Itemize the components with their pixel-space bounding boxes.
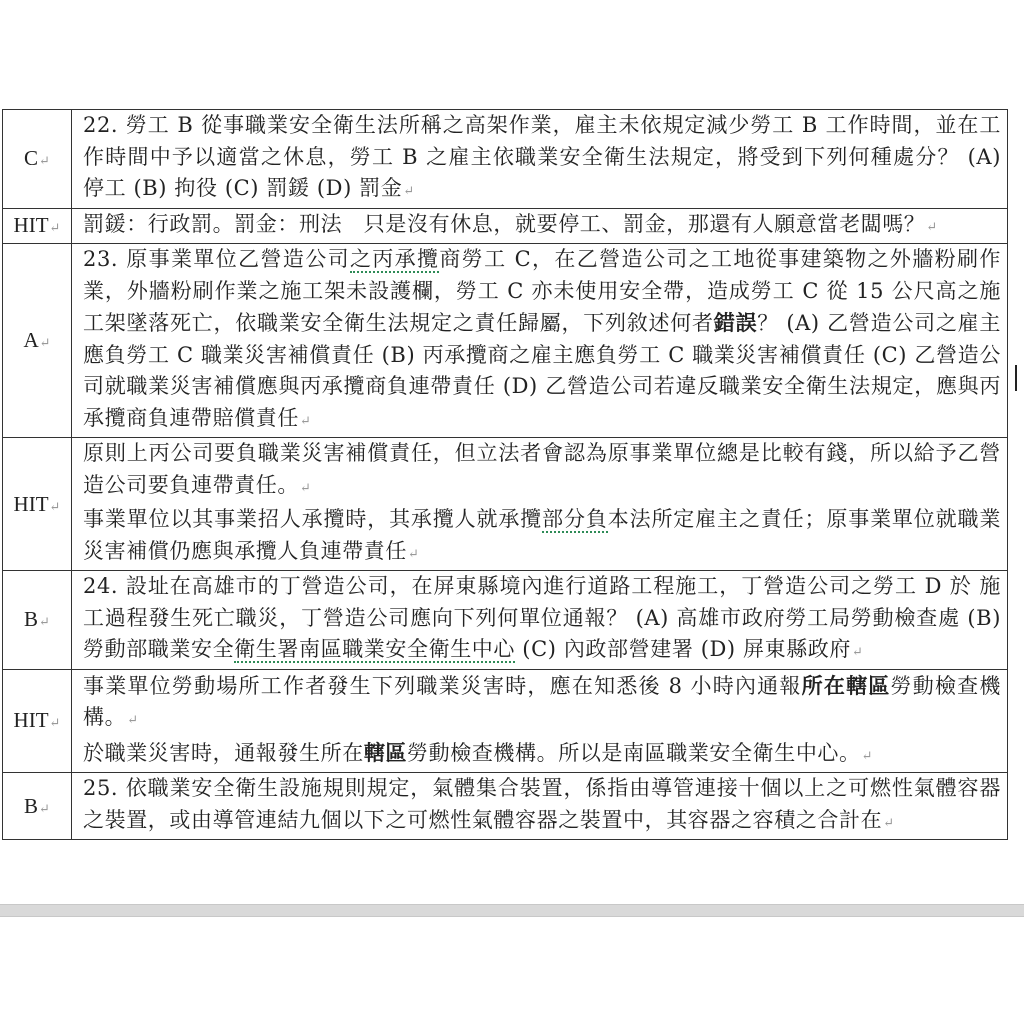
answer-label: B xyxy=(24,793,39,818)
text-run: 本法所定雇主之責任；原事業單位就職業災害補償仍應與承攬人負連帶責任 xyxy=(83,507,1001,563)
paragraph-mark-icon: ↵ xyxy=(127,713,139,728)
paragraph xyxy=(83,244,1001,437)
paragraph-mark-icon: ↵ xyxy=(403,184,415,199)
paragraph-mark-icon: ↵ xyxy=(300,480,312,496)
text-run: 事業單位以其事業招人承攬時，其承攬人就承攬 xyxy=(83,507,543,531)
paragraph xyxy=(83,438,1001,504)
answer-cell xyxy=(3,438,72,571)
question-row xyxy=(3,773,1008,840)
paragraph xyxy=(83,737,1001,773)
paragraph-mark-icon: ↵ xyxy=(49,220,61,236)
paragraph-mark-icon: ↵ xyxy=(861,748,874,764)
paragraph-mark-icon: ↵ xyxy=(926,219,938,235)
question-row xyxy=(3,110,1008,209)
underlined-text: 部分負 xyxy=(542,507,608,531)
text-run: 事業單位勞動場所工作者發生下列職業災害時，應在知悉後 8 小時內通報 xyxy=(83,673,802,698)
paragraph xyxy=(83,670,1001,737)
question-table xyxy=(2,109,1008,840)
underlined-text: 之丙承攬 xyxy=(349,247,440,271)
paragraph-mark-icon: ↵ xyxy=(49,498,61,514)
paragraph xyxy=(83,110,1001,208)
paragraph xyxy=(83,504,1001,570)
bold-text: 錯誤 xyxy=(713,310,758,335)
text-run: 勞動檢查機構。 xyxy=(83,673,1002,729)
text-run: 23. 原事業單位乙營造公司 xyxy=(83,247,350,271)
text-run: (C) 內政部營建署 (D) 屏東縣政府 xyxy=(515,637,851,661)
question-text-cell[interactable] xyxy=(72,110,1008,209)
paragraph xyxy=(83,773,1001,839)
answer-label: HIT xyxy=(13,708,49,733)
paragraph-mark-icon: ↵ xyxy=(883,815,895,831)
answer-cell xyxy=(3,669,72,773)
paragraph-mark-icon: ↵ xyxy=(39,335,51,350)
question-row xyxy=(3,244,1008,438)
text-run: ？ (A) 乙營造公司之雇主應負勞工 C 職業災害補償責任 (B) 丙承攬商之雇主應負勞工 C 職業災害補償責任 (C) 乙營造公司就職業災害補償應與丙承攬商負連帶責任 (D) 乙營造公司若違反職業安全衛生法規定，應與丙承攬商負連帶賠償責任 xyxy=(83,311,1001,430)
paragraph xyxy=(83,209,1001,244)
hint-text-cell[interactable] xyxy=(72,208,1008,244)
answer-label: A xyxy=(23,328,39,352)
answer-label: HIT xyxy=(13,213,49,238)
text-run: 罰鍰：行政罰。罰金：刑法 只是沒有休息，就要停工、罰金，那還有人願意當老闆嗎？ xyxy=(83,211,926,236)
hint-text-cell[interactable] xyxy=(72,438,1008,571)
text-run: 24. 設址在高雄市的丁營造公司，在屏東縣境內進行道路工程施工，丁營造公司之勞工 D 於 施工過程發生死亡職災，丁營造公司應向下列何單位通報？ (A) 高雄市政府勞工局勞動檢查處 (B)勞動部職業安全 xyxy=(83,574,1001,661)
hint-row xyxy=(3,438,1008,571)
question-text-cell[interactable] xyxy=(72,244,1008,438)
hint-row xyxy=(3,208,1008,244)
text-run: 商勞工 C，在乙營造公司之工地從事建築物之外牆粉刷作業，外牆粉刷作業之施工架未設護欄，勞工 C 亦未使用安全帶，造成勞工 C 從 15 公尺高之施工架墜落死亡，依職業安全衛生法規定之責任歸屬，下列敘述何者 xyxy=(83,247,1001,335)
bold-text: 轄區 xyxy=(363,739,408,765)
paragraph-mark-icon: ↵ xyxy=(408,546,420,562)
answer-label: HIT xyxy=(13,491,49,516)
document-page xyxy=(0,109,1024,904)
text-run: 於職業災害時，通報發生所在 xyxy=(83,740,364,765)
hint-text-cell[interactable] xyxy=(72,669,1008,773)
paragraph-mark-icon: ↵ xyxy=(300,413,312,429)
hint-row xyxy=(3,669,1008,773)
paragraph xyxy=(83,571,1001,669)
answer-cell xyxy=(3,110,72,209)
paragraph-mark-icon: ↵ xyxy=(39,800,50,816)
text-cursor xyxy=(1015,365,1017,391)
answer-cell xyxy=(3,571,72,670)
bold-text: 所在轄區 xyxy=(801,672,891,698)
text-run: 22. 勞工 B 從事職業安全衛生法所稱之高架作業，雇主未依規定減少勞工 B 工作時間，並在工作時間中予以適當之休息，勞工 B 之雇主依職業安全衛生法規定，將受到下列何種處分？ (A) 停工 (B) 拘役 (C) 罰鍰 (D) 罰金 xyxy=(83,113,1001,200)
answer-label: C xyxy=(24,146,39,171)
answer-cell xyxy=(3,208,72,244)
answer-label: B xyxy=(24,607,39,632)
text-run: 25. 依職業安全衛生設施規則規定，氣體集合裝置，係指由導管連接十個以上之可燃性氣體容器之裝置，或由導管連結九個以下之可燃性氣體容器之裝置中，其容器之容積之合計在 xyxy=(83,776,1001,832)
paragraph-mark-icon: ↵ xyxy=(852,645,864,660)
paragraph-mark-icon: ↵ xyxy=(39,153,50,169)
text-run: 勞動檢查機構。所以是南區職業安全衛生中心。 xyxy=(407,740,861,765)
question-row xyxy=(3,571,1008,670)
text-run: 原則上丙公司要負職業災害補償責任，但立法者會認為原事業單位總是比較有錢，所以給予乙營造公司要負連帶責任。 xyxy=(83,441,1001,497)
paragraph-mark-icon: ↵ xyxy=(49,715,61,731)
paragraph-mark-icon: ↵ xyxy=(39,614,50,630)
horizontal-scrollbar[interactable] xyxy=(0,904,1024,917)
underlined-text: 衛生署南區職業安全衛生中心 xyxy=(234,637,516,661)
answer-cell xyxy=(3,773,72,840)
answer-cell xyxy=(3,244,72,438)
question-text-cell[interactable] xyxy=(72,773,1008,840)
question-text-cell[interactable] xyxy=(72,571,1008,670)
